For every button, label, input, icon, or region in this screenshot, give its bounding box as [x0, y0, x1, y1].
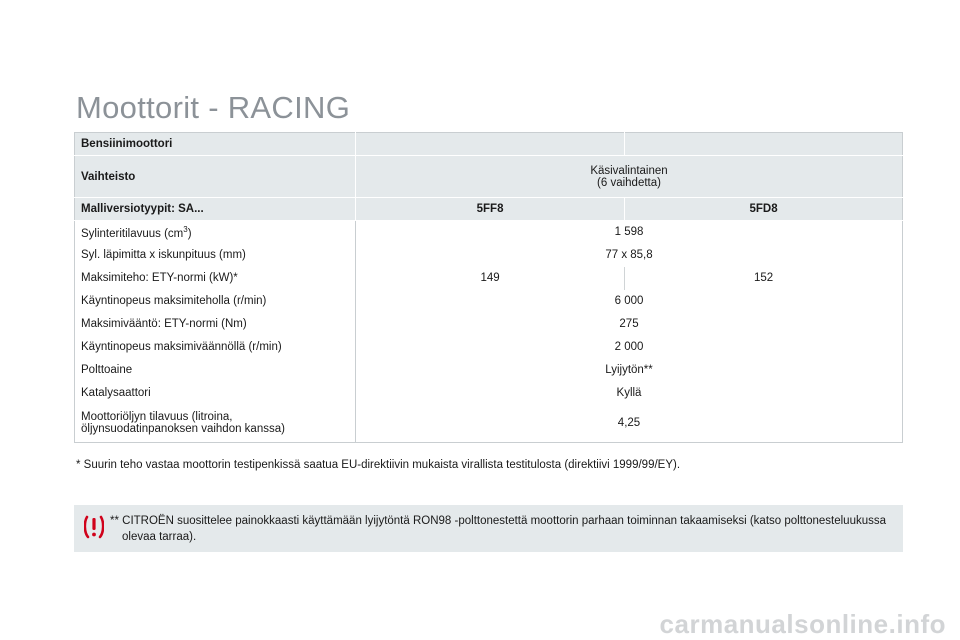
table-row	[75, 405, 903, 443]
model-versions-label: Malliversiotyypit: SA...	[75, 198, 356, 221]
gearbox-speeds: (6 vaihdetta)	[597, 176, 661, 189]
row-label: Katalysaattori	[75, 382, 356, 405]
row-value: 2 000	[356, 336, 903, 359]
row-label: Moottoriöljyn tilavuus (litroina, öljynsuodatinpanoksen vaihdon kanssa)	[75, 405, 356, 443]
table-row	[75, 313, 903, 336]
gearbox-value	[356, 156, 903, 198]
row-value: 1 598	[356, 221, 903, 244]
header-empty-cell	[625, 133, 903, 156]
engine-spec-table	[74, 132, 903, 443]
row-value: 4,25	[356, 405, 903, 443]
header-empty-cell	[356, 133, 625, 156]
row-value: Lyijytön**	[356, 359, 903, 382]
footnote: * Suurin teho vastaa moottorin testipenkissä saatua EU-direktiivin mukaista virallista testitulosta (direktiivi 1999/99/EY).	[76, 459, 681, 471]
table-row	[75, 244, 903, 267]
gearbox-label: Vaihteisto	[75, 156, 356, 198]
row-label: Polttoaine	[75, 359, 356, 382]
row-value: 275	[356, 313, 903, 336]
table-header-row-gearbox	[75, 156, 903, 198]
row-value: 77 x 85,8	[356, 244, 903, 267]
table-row	[75, 221, 903, 244]
model-code-1: 5FF8	[356, 198, 625, 221]
row-label: Maksimivääntö: ETY-normi (Nm)	[75, 313, 356, 336]
watermark: carmanualsonline.info	[659, 609, 946, 639]
row-value-2: 152	[625, 267, 903, 290]
warning-icon	[84, 514, 104, 540]
row-value: 6 000	[356, 290, 903, 313]
row-label: Syl. läpimitta x iskunpituus (mm)	[75, 244, 356, 267]
row-label: Maksimiteho: ETY-normi (kW)*	[75, 267, 356, 290]
notice-box	[74, 505, 903, 552]
row-label: Sylinteritilavuus $(cm^3)$	[75, 221, 356, 244]
table-row	[75, 267, 903, 290]
table-row	[75, 382, 903, 405]
page-title: Moottorit - RACING	[76, 90, 351, 125]
gearbox-type: Käsivalintainen	[590, 164, 668, 177]
row-label: Käyntinopeus maksimiväännöllä (r/min)	[75, 336, 356, 359]
row-value: Kyllä	[356, 382, 903, 405]
table-row	[75, 290, 903, 313]
table-row	[75, 359, 903, 382]
row-label: Käyntinopeus maksimiteholla (r/min)	[75, 290, 356, 313]
row-value-1: 149	[356, 267, 625, 290]
table-row	[75, 336, 903, 359]
notice-text: ** CITROËN suosittelee painokkaasti käyttämään lyijytöntä RON98 -polttonestettä moottorin parhaan toiminnan takaamiseksi (katso polttonesteluukussa olevaa tarraa).	[110, 515, 887, 543]
engine-type-label: Bensiinimoottori	[75, 133, 356, 156]
table-header-row-models	[75, 198, 903, 221]
model-code-2: 5FD8	[625, 198, 903, 221]
table-header-row-engine	[75, 133, 903, 156]
